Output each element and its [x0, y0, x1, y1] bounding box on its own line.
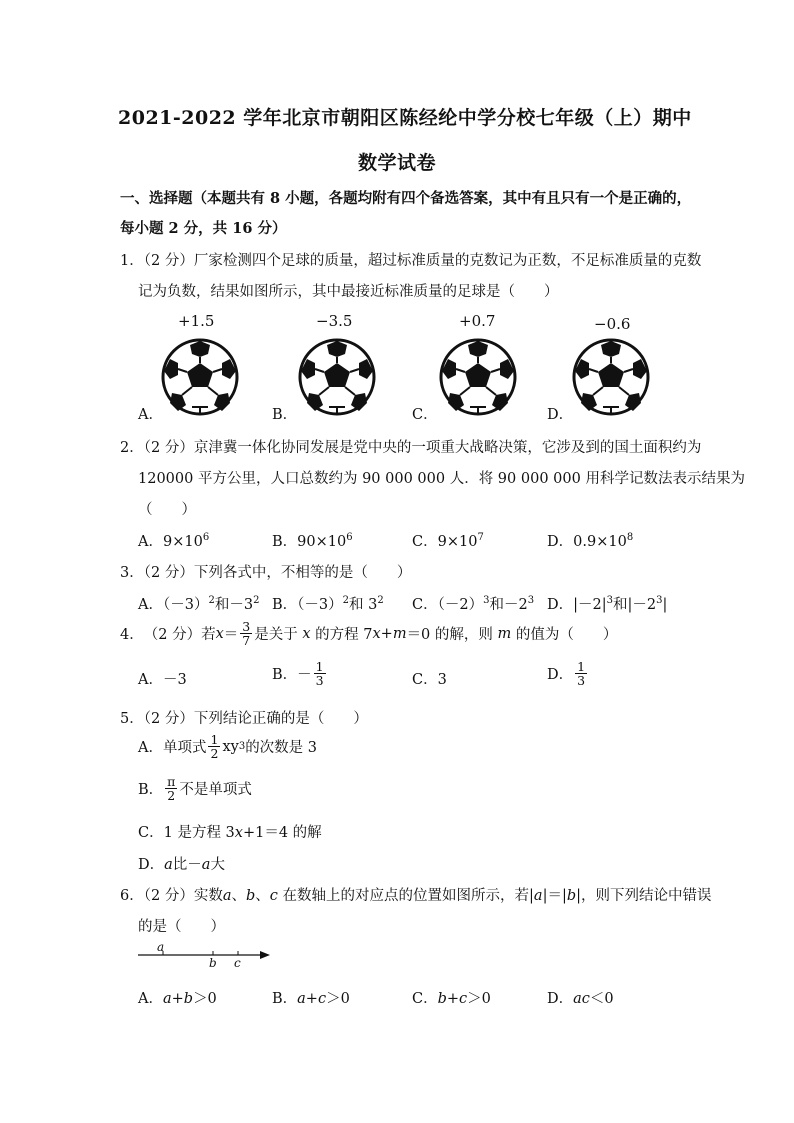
variable-c: c	[269, 888, 278, 904]
q4-option-c[interactable]	[412, 668, 447, 689]
option-letter: A．	[138, 672, 163, 688]
exponent: 3	[527, 595, 535, 607]
axis-label-b: b	[209, 956, 217, 970]
option-letter: D．	[138, 857, 165, 873]
q3-option-d[interactable]	[547, 593, 667, 614]
numerator: π	[167, 774, 176, 789]
q2-stem-line2: 120000 平方公里，人口总数约为 90 000 000 人．将 90 000 000 用科学记数法表示结果为	[138, 471, 745, 487]
option-text: 比－	[172, 857, 202, 873]
q1-option-a-letter[interactable]: A．	[138, 407, 163, 423]
option-letter: C．	[138, 825, 164, 841]
q6-text: 在数轴上的对应点的位置如图所示，若|	[282, 888, 534, 904]
q2-option-d[interactable]	[547, 530, 633, 551]
q3-option-c[interactable]	[412, 593, 534, 614]
exponent: 2	[208, 595, 215, 607]
ball-c-value: +0.7	[459, 312, 496, 330]
q4-stem-line1	[120, 620, 617, 647]
q3-stem-line1	[120, 561, 411, 582]
option-letter: B．	[272, 667, 298, 683]
denominator: 3	[315, 673, 324, 688]
q5-stem-line1	[120, 707, 368, 728]
q5-option-b[interactable]	[138, 775, 252, 802]
option-letter: D．	[547, 991, 574, 1007]
q4-number: 4．	[120, 627, 144, 643]
option-text: 单项式	[162, 740, 207, 756]
option-letter: A．	[138, 534, 163, 550]
exponent: 3	[606, 595, 614, 607]
exponent: 2	[377, 595, 384, 607]
numerator: 3	[242, 619, 251, 634]
q6-option-d[interactable]	[547, 987, 614, 1008]
option-expr: b+c	[437, 991, 468, 1007]
q4-text: ＝0 的解，则	[406, 627, 493, 643]
option-text: 和 3	[349, 597, 378, 613]
option-text: （－3）	[162, 597, 209, 613]
option-text: 3	[437, 672, 447, 688]
q6-text: 、	[255, 888, 270, 904]
variable-x: x	[215, 625, 224, 642]
page-title-line1: 2021-2022 学年北京市朝阳区陈经纶中学分校七年级（上）期中	[118, 107, 692, 129]
ball-a-value: +1.5	[178, 312, 215, 330]
q5-number: 5．	[120, 711, 144, 727]
section-heading-line1: 一、选择题（本题共有 8 小题，各题均附有四个备选答案，其中有且只有一个是正确的，	[120, 190, 692, 207]
exponent: 3	[483, 595, 490, 607]
option-letter: B．	[272, 597, 298, 613]
variable-m: m	[392, 625, 407, 642]
numerator: 1	[577, 659, 586, 674]
page-title-line2: 数学试卷	[358, 152, 437, 174]
option-letter: D．	[547, 597, 574, 613]
ball-d-value: −0.6	[594, 315, 631, 333]
option-text: 和－2	[489, 597, 528, 613]
variable-x: x	[372, 625, 381, 642]
fraction	[575, 660, 587, 687]
q1-option-b-letter[interactable]: B．	[272, 407, 298, 423]
q2-option-c[interactable]	[412, 530, 484, 551]
q3-text-line1: （2 分）下列各式中，不相等的是（ ）	[143, 565, 412, 581]
option-text: 0.9×10	[573, 534, 627, 550]
option-text: |－2|	[573, 597, 607, 613]
option-text: |	[662, 597, 668, 613]
q6-text: 、	[231, 888, 246, 904]
option-text: （－3）	[297, 597, 343, 613]
soccer-ball-icon	[438, 337, 518, 417]
numerator: 1	[315, 659, 324, 674]
option-letter: C．	[412, 672, 438, 688]
option-letter: B．	[272, 991, 298, 1007]
q4-text: 的方程 7	[315, 627, 373, 643]
q4-text: 的值为（ ）	[515, 627, 618, 643]
option-text: 的次数是 3	[245, 740, 318, 756]
q1-stem-line2: 记为负数，结果如图所示，其中最接近标准质量的足球是（ ）	[138, 284, 559, 300]
soccer-ball-icon	[297, 337, 377, 417]
exponent: 3	[238, 741, 246, 752]
q4-text: +	[380, 625, 393, 642]
option-expr: a+c	[297, 991, 327, 1007]
q6-option-b[interactable]	[272, 987, 350, 1008]
option-text: 90×10	[297, 534, 347, 550]
option-text: 大	[210, 857, 225, 873]
variable-b: b	[566, 888, 577, 904]
option-text: +1＝4 的解	[242, 825, 322, 841]
q6-text: （2 分）实数	[143, 888, 223, 904]
q4-option-d[interactable]	[547, 660, 589, 687]
option-text: 9×10	[437, 534, 478, 550]
q5-text-line1: （2 分）下列结论正确的是（ ）	[143, 711, 368, 727]
q4-option-b[interactable]	[272, 660, 328, 687]
q3-option-b[interactable]	[272, 593, 384, 614]
variable-x: x	[302, 625, 311, 642]
exponent: 3	[656, 595, 663, 607]
denominator: 2	[167, 788, 176, 803]
ball-b-value: −3.5	[316, 312, 353, 330]
fraction	[165, 775, 177, 802]
fraction	[240, 620, 252, 647]
option-text: ＞0	[193, 991, 217, 1007]
option-letter: C．	[412, 991, 438, 1007]
exponent: 6	[346, 532, 353, 544]
q6-number: 6．	[120, 888, 144, 904]
q1-option-d-letter[interactable]: D．	[547, 407, 574, 423]
q3-option-a[interactable]	[138, 593, 259, 614]
exponent: 6	[202, 532, 210, 544]
q2-option-a[interactable]	[138, 530, 209, 551]
option-expr: a+b	[162, 991, 194, 1007]
option-letter: D．	[547, 534, 574, 550]
axis-label-c: c	[234, 956, 241, 970]
option-letter: A．	[138, 597, 163, 613]
q6-text: |＝|	[542, 888, 567, 904]
q4-option-a[interactable]	[138, 668, 187, 689]
option-text: －3	[162, 672, 187, 688]
fraction	[208, 733, 220, 760]
variable-a: a	[222, 888, 232, 904]
q6-stem-line1	[120, 884, 712, 905]
option-letter: C．	[412, 597, 438, 613]
option-letter: B．	[138, 782, 164, 798]
option-text: （－2）	[437, 597, 484, 613]
q2-text-line1: （2 分）京津冀一体化协同发展是党中央的一项重大战略决策，它涉及到的国土面积约为	[143, 440, 702, 456]
option-letter: D．	[547, 667, 574, 683]
option-text: －	[297, 667, 312, 683]
option-letter: B．	[272, 534, 298, 550]
option-text: 和－3	[214, 597, 254, 613]
option-text: 和|－2	[613, 597, 657, 613]
q5-option-a[interactable]	[138, 733, 317, 760]
numerator: 1	[210, 732, 219, 747]
q6-stem-line2: 的是（ ）	[138, 919, 225, 935]
option-text: ＞0	[467, 991, 491, 1007]
q6-text: |，则下列结论中错误	[576, 888, 712, 904]
q4-text: （2 分）若	[143, 627, 216, 643]
section-heading-line2: 每小题 2 分，共 16 分）	[120, 220, 287, 237]
option-text: 1 是方程 3	[163, 825, 235, 841]
q4-text: 是关于	[254, 627, 298, 643]
exponent: 2	[342, 595, 350, 607]
option-letter: A．	[138, 991, 163, 1007]
variable-b: b	[245, 888, 256, 904]
q6-option-c[interactable]	[412, 987, 491, 1008]
variable-a: a	[201, 857, 211, 873]
soccer-ball-icon	[160, 337, 240, 417]
exponent: 8	[626, 532, 634, 544]
option-letter: C．	[412, 534, 438, 550]
variable-a: a	[533, 888, 543, 904]
option-text: ＞0	[326, 991, 350, 1007]
variable-m: m	[497, 625, 512, 642]
option-expr: ac	[573, 991, 590, 1007]
q5-option-c[interactable]	[138, 821, 322, 842]
q1-option-c-letter[interactable]: C．	[412, 407, 438, 423]
q5-option-d[interactable]	[138, 853, 225, 874]
q2-stem-line1	[120, 436, 701, 457]
denominator: 2	[210, 746, 219, 761]
q2-stem-line3: （ ）	[138, 502, 196, 518]
q1-stem-line1	[120, 249, 701, 270]
axis-label-a: a	[157, 940, 165, 954]
q2-option-b[interactable]	[272, 530, 353, 551]
denominator: 3	[577, 673, 586, 688]
exponent: 2	[253, 595, 260, 607]
variable-a: a	[164, 857, 173, 873]
fraction	[314, 660, 326, 687]
soccer-ball-icon	[571, 337, 651, 417]
option-letter: A．	[138, 740, 163, 756]
q4-text: ＝	[223, 627, 239, 643]
option-text: 9×10	[162, 534, 203, 550]
q6-option-a[interactable]	[138, 987, 217, 1008]
option-text: xy	[222, 738, 239, 755]
exponent: 7	[477, 532, 484, 544]
q1-text-line1: （2 分）厂家检测四个足球的质量，超过标准质量的克数记为正数，不足标准质量的克数	[143, 253, 702, 269]
q3-number: 3．	[120, 565, 144, 581]
denominator: 7	[242, 633, 251, 648]
q2-number: 2．	[120, 440, 144, 456]
variable-x: x	[234, 825, 243, 841]
option-text: 不是单项式	[179, 782, 252, 798]
q1-number: 1．	[120, 253, 144, 269]
option-text: ＜0	[589, 991, 614, 1007]
